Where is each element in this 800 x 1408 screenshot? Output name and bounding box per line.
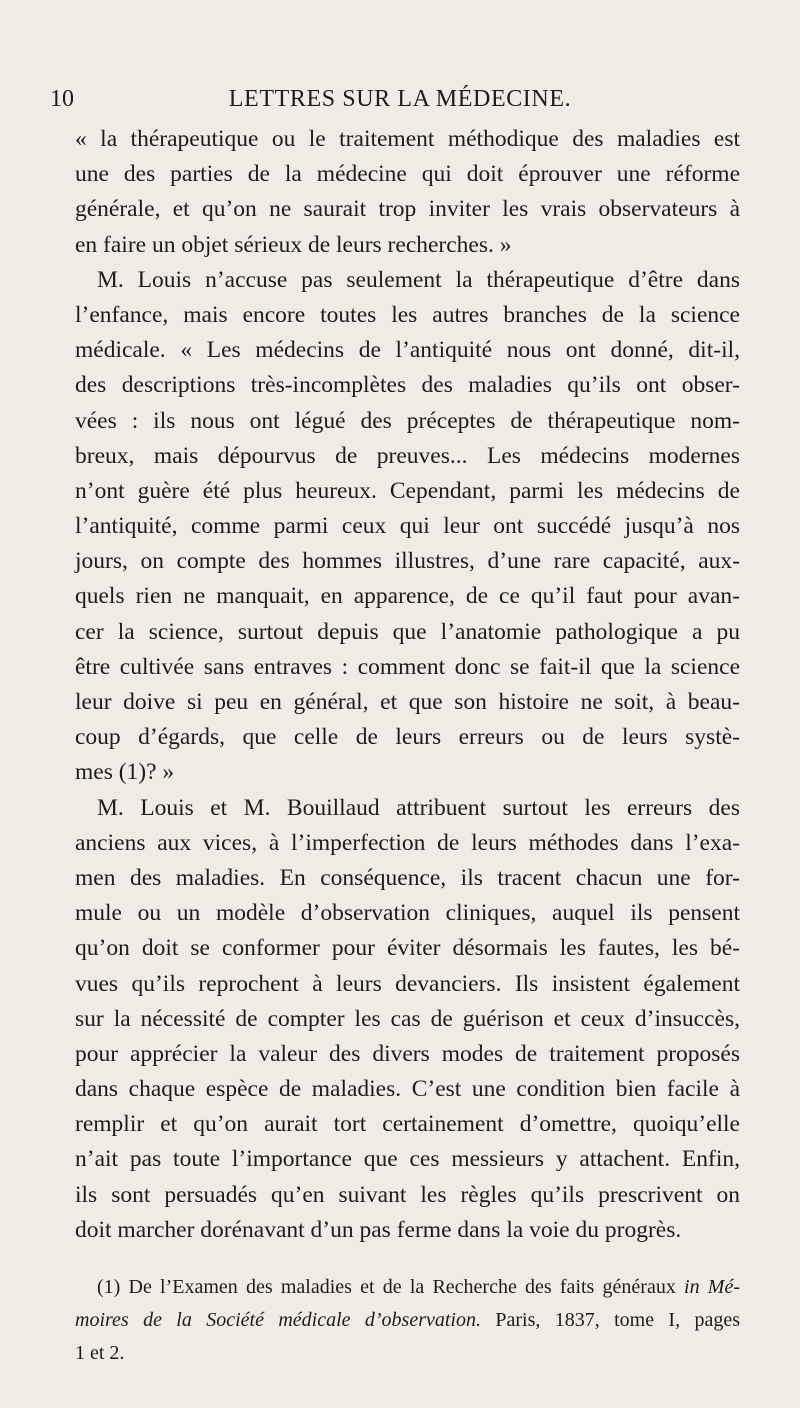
footnote-line xyxy=(75,1271,740,1304)
text-line: vues qu’ils reprochent à leurs devanciers. Ils insistent également xyxy=(75,970,740,997)
text-line: dans chaque espèce de maladies. C’est une condition bien facile à xyxy=(75,1076,740,1103)
text-line: médicale. « Les médecins de l’antiquité nous ont donné, dit-il, xyxy=(75,337,740,364)
footnote-text: (1) De l’Examen des maladies et de la Recherche des faits généraux xyxy=(97,1276,685,1298)
text-line: « la thérapeutique ou le traitement méthodique des maladies est xyxy=(75,126,740,152)
footnote xyxy=(75,1271,740,1370)
text-line: leur doive si peu en général, et que son histoire ne soit, à beau- xyxy=(75,689,740,715)
text-line: mes (1)? » xyxy=(75,759,175,786)
footnote-line xyxy=(75,1304,740,1337)
text-line: qu’on doit se conformer pour éviter désormais les fautes, les bé- xyxy=(75,935,740,962)
text-line: n’ont guère été plus heureux. Cependant, parmi les médecins de xyxy=(75,477,740,504)
text-line: coup d’égards, que celle de leurs erreurs ou de leurs systè- xyxy=(75,724,740,751)
running-head: LETTRES SUR LA MÉDECINE. xyxy=(228,86,572,112)
footnote-italic-text: moires de la Société médicale d’observation. xyxy=(75,1309,481,1331)
text-line: en faire un objet sérieux de leurs recherches. » xyxy=(75,231,512,258)
text-line: cer la science, surtout depuis que l’anatomie pathologique a pu xyxy=(75,618,740,645)
text-line: vées : ils nous ont légué des préceptes de thérapeutique nom- xyxy=(75,407,740,434)
footnote-line: 1 et 2. xyxy=(75,1342,125,1364)
text-line: l’antiquité, comme parmi ceux qui leur ont succédé jusqu’à nos xyxy=(75,513,740,540)
text-line: n’ait pas toute l’importance que ces messieurs y attachent. Enfin, xyxy=(75,1146,740,1173)
page-header xyxy=(50,82,750,116)
text-line: être cultivée sans entraves : comment donc se fait-il que la science xyxy=(75,653,740,680)
text-line: générale, et qu’on ne saurait trop inviter les vrais observateurs à xyxy=(75,196,740,223)
body-text xyxy=(75,122,740,1248)
text-line: men des maladies. En conséquence, ils tracent chacun une for- xyxy=(75,864,740,891)
text-line: mule ou un modèle d’observation cliniques, auquel ils pensent xyxy=(75,900,740,927)
text-line: pour apprécier la valeur des divers modes de traitement proposés xyxy=(75,1040,740,1067)
text-line: anciens aux vices, à l’imperfection de leurs méthodes dans l’exa- xyxy=(75,829,740,856)
text-line: M. Louis et M. Bouillaud attribuent surtout les erreurs des xyxy=(97,794,740,821)
text-line: quels rien ne manquait, en apparence, de ce qu’il faut pour avan- xyxy=(75,583,740,610)
text-line: des descriptions très-incomplètes des maladies qu’ils ont obser- xyxy=(75,372,740,399)
text-line: une des parties de la médecine qui doit éprouver une réforme xyxy=(75,161,740,188)
text-line: doit marcher dorénavant d’un pas ferme dans la voie du progrès. xyxy=(75,1216,682,1243)
text-line: M. Louis n’accuse pas seulement la thérapeutique d’être dans xyxy=(97,266,740,293)
text-line: remplir et qu’on aurait tort certainement d’omettre, quoiqu’elle xyxy=(75,1111,740,1138)
text-line: breux, mais dépourvus de preuves... Les médecins modernes xyxy=(75,442,740,469)
page-number: 10 xyxy=(50,86,74,112)
text-line: sur la nécessité de compter les cas de guérison et ceux d’insuccès, xyxy=(75,1005,740,1032)
text-line: l’enfance, mais encore toutes les autres branches de la science xyxy=(75,301,740,328)
text-line: ils sont persuadés qu’en suivant les règles qu’ils prescrivent on xyxy=(75,1181,740,1208)
footnote-italic-text: in Mé- xyxy=(684,1276,740,1298)
text-line: jours, on compte des hommes illustres, d’une rare capacité, aux- xyxy=(75,548,740,575)
footnote-text: Paris, 1837, tome I, pages xyxy=(480,1309,740,1331)
